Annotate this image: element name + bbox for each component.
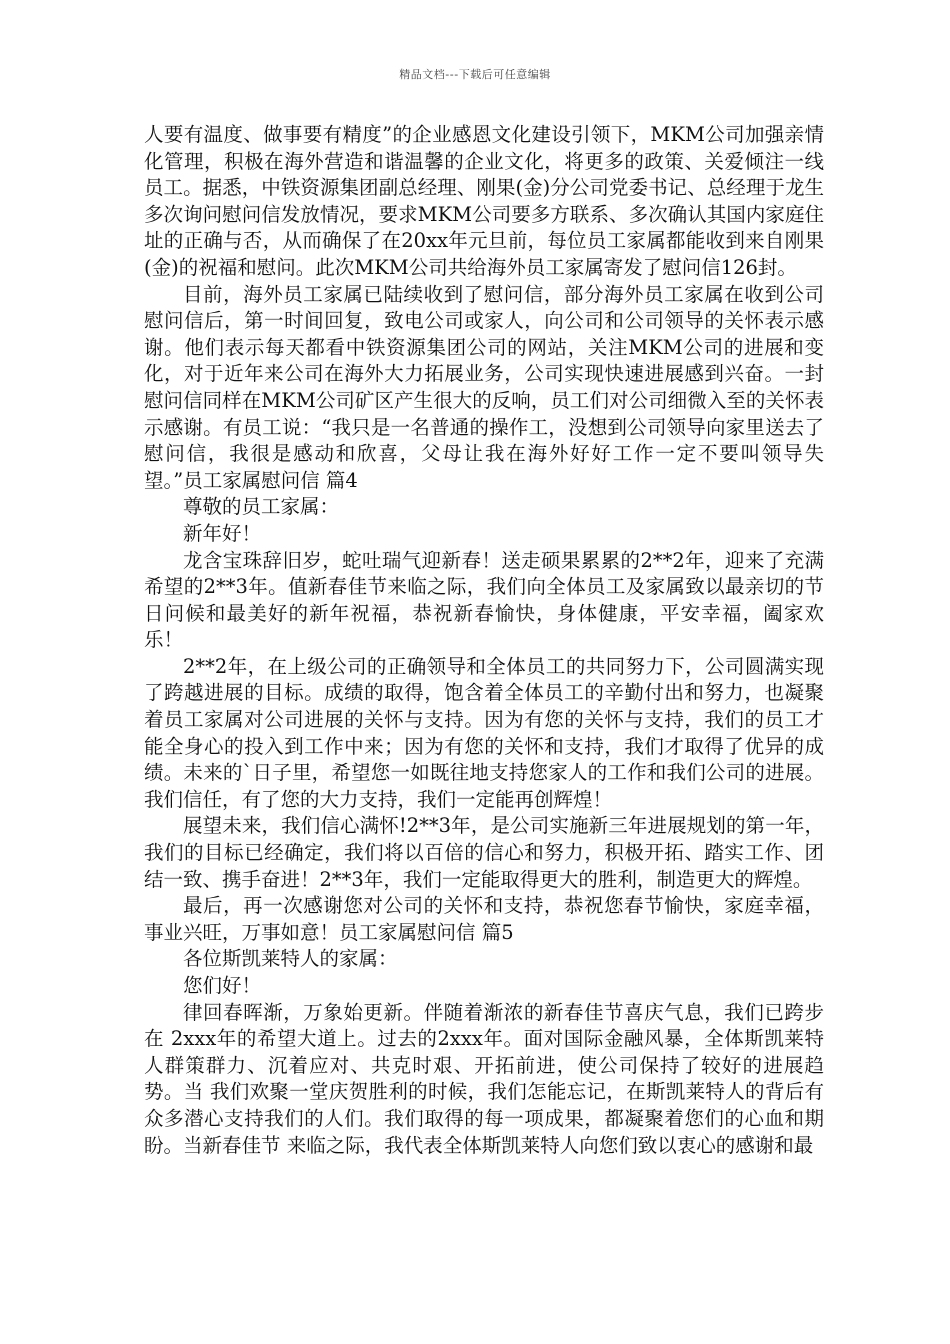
salutation-2: 各位斯凯莱特人的家属： [183,947,398,971]
paragraph-2: 目前，海外员工家属已陆续收到了慰问信，部分海外员工家属在收到公司慰问信后，第一时间回复，致电公司或家人，向公司和公司领导的关怀表示感谢。他们表示每天都看中铁资源集团公司的网站，关注MKM公司的进展和变化，对于近年来公司在海外大力拓展业务，公司实现快速进展感到兴奋。一封慰问信同样在MKM公司矿区产生很大的反响，员工们对公司细微入至的关怀表示感谢。有员工说：“我只是一名普通的操作工，没想到公司领导向家里送去了慰问信，我很是感动和欣喜，父母让我在海外好好工作一定不要叫领导失望。”员工家属慰问信 篇4 [144,282,824,492]
page-header: 精品文档---下载后可任意编辑 [399,68,551,81]
paragraph-1: 人要有温度、做事要有精度”的企业感恩文化建设引领下，MKM公司加强亲情化管理，积极在海外营造和谐温馨的企业文化，将更多的政策、关爱倾注一线员工。据悉，中铁资源集团副总经理、刚果(金)分公司党委书记、总经理于龙生多次询问慰问信发放情况，要求MKM公司要多方联系、多次确认其国内家庭住址的正确与否，从而确保了在20xx年元旦前，每位员工家属都能收到来自刚果(金)的祝福和慰问。此次MKM公司共给海外员工家属寄发了慰问信126封。 [144,123,824,279]
paragraph-7: 律回春晖渐，万象始更新。伴随着渐浓的新春佳节喜庆气息，我们已跨步在 2xxx年的希望大道上。过去的2xxx年。面对国际金融风暴，全体斯凯莱特人群策群力、沉着应对、共克时艰、开拓前进，使公司保持了较好的进展趋势。当 我们欢聚一堂庆贺胜利的时候，我们怎能忘记，在斯凯莱特人的背后有众多潜心支持我们的人们。我们取得的每一项成果，都凝聚着您们的心血和期盼。当新春佳节 来临之际，我代表全体斯凯莱特人向您们致以衷心的感谢和最 [144,1000,824,1157]
paragraph-4: 2**2年，在上级公司的正确领导和全体员工的共同努力下，公司圆满实现了跨越进展的目标。成绩的取得，饱含着全体员工的辛勤付出和努力，也凝聚着员工家属对公司进展的关怀与支持。因为有您的关怀与支持，我们的员工才能全身心的投入到工作中来；因为有您的关怀和支持，我们才取得了优异的成绩。未来的`日子里，希望您一如既往地支持您家人的工作和我们公司的进展。我们信任，有了您的大力支持，我们一定能再创辉煌！ [144,654,824,811]
paragraph-3: 龙含宝珠辞旧岁，蛇吐瑞气迎新春！送走硕果累累的2**2年，迎来了充满希望的2**3年。值新春佳节来临之际，我们向全体员工及家属致以最亲切的节日问候和最美好的新年祝福，恭祝新春愉快，身体健康，平安幸福，阖家欢乐！ [144,548,824,652]
document-body [144,122,824,1159]
greeting-2: 您们好！ [183,974,262,997]
salutation-1: 尊敬的员工家属： [183,495,340,519]
paragraph-5: 展望未来，我们信心满怀!2**3年，是公司实施新三年进展规划的第一年，我们的目标已经确定，我们将以百倍的信心和努力，积极开拓、踏实工作、团结一致、携手奋进！2**3年，我们一定能取得更大的胜利，制造更大的辉煌。 [144,814,824,891]
greeting-1: 新年好！ [183,521,262,545]
paragraph-6: 最后，再一次感谢您对公司的关怀和支持，恭祝您春节愉快，家庭幸福，事业兴旺，万事如意！员工家属慰问信 篇5 [144,894,824,944]
